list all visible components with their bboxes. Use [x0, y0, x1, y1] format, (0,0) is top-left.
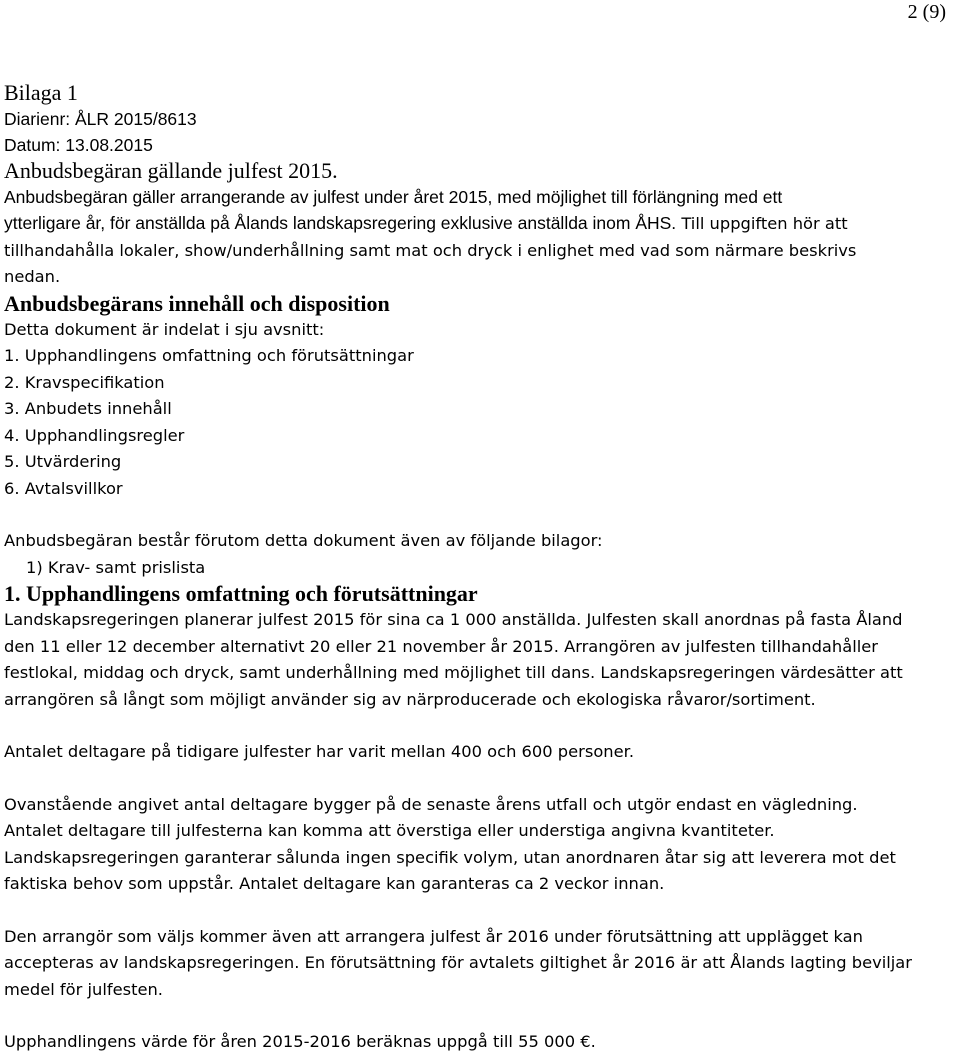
- bilagor-item: 1) Krav- samt prislista: [26, 557, 206, 577]
- section1-p3-line: Landskapsregeringen garanterar sålunda ingen specifik volym, utan anordnaren åtar sig att leverera mot det: [4, 847, 896, 867]
- datum: Datum: 13.08.2015: [4, 135, 153, 155]
- section1-p3-line: Antalet deltagare till julfesterna kan komma att överstiga eller understiga angivna kvantiteter.: [4, 821, 775, 840]
- disposition-item: 2. Kravspecifikation: [4, 372, 165, 392]
- document-body: [4, 80, 954, 1056]
- section1-p3-line: Ovanstående angivet antal deltagare bygger på de senaste årens utfall och utgör endast en vägledning.: [4, 794, 858, 814]
- intro-line-4: nedan.: [4, 267, 61, 286]
- document-title: Anbudsbegäran gällande julfest 2015.: [4, 158, 338, 183]
- intro-line-2: [4, 210, 954, 238]
- disposition-item: 4. Upphandlingsregler: [4, 425, 185, 445]
- disposition-heading: Anbudsbegärans innehåll och disposition: [4, 290, 390, 316]
- section1-p3-line: faktiska behov som uppstår. Antalet deltagare kan garanteras ca 2 veckor innan.: [4, 874, 665, 893]
- disposition-lead: Detta dokument är indelat i sju avsnitt:: [4, 319, 325, 339]
- diarienr: Diarienr: ÅLR 2015/8613: [4, 109, 197, 129]
- section1-p4-line: Den arrangör som väljs kommer även att arrangera julfest år 2016 under förutsättning att upplägget kan: [4, 926, 863, 946]
- bilaga-label: Bilaga 1: [4, 80, 78, 105]
- section1-p1-line: den 11 eller 12 december alternativt 20 eller 21 november år 2015. Arrangören av julfesten tillhandahåller: [4, 636, 878, 656]
- section1-p4-line: accepteras av landskapsregeringen. En förutsättning för avtalets giltighet år 2016 är att Ålands lagting beviljar: [4, 953, 912, 972]
- section1-p1-line: Landskapsregeringen planerar julfest 2015 för sina ca 1 000 anställda. Julfesten skall anordnas på fasta Åland: [4, 610, 903, 629]
- bilagor-lead: Anbudsbegäran består förutom detta dokument även av följande bilagor:: [4, 531, 603, 550]
- page-number: 2 (9): [907, 1, 946, 23]
- spacer: [4, 898, 954, 924]
- spacer: [4, 766, 954, 792]
- intro-line-2a: ytterligare år, för anställda på Ålands landskapsregering exklusive anställda inom ÅHS.: [4, 213, 677, 233]
- spacer: [4, 502, 954, 528]
- disposition-item: 1. Upphandlingens omfattning och förutsättningar: [4, 346, 414, 365]
- intro-line-1: Anbudsbegäran gäller arrangerande av julfest under året 2015, med möjlighet till förlängning med ett: [4, 187, 783, 207]
- section1-p1-line: festlokal, middag och dryck, samt underhållning med möjlighet till dans. Landskapsregeringen värdesätter att: [4, 663, 903, 682]
- section1-p4-line: medel för julfesten.: [4, 979, 163, 999]
- disposition-item: 6. Avtalsvillkor: [4, 478, 123, 498]
- disposition-item: 3. Anbudets innehåll: [4, 399, 172, 418]
- section1-p1-line: arrangören så långt som möjligt använder sig av närproducerade och ekologiska råvaror/sortiment.: [4, 689, 816, 709]
- disposition-item: 5. Utvärdering: [4, 452, 122, 471]
- section1-p2-line: Antalet deltagare på tidigare julfester har varit mellan 400 och 600 personer.: [4, 742, 635, 761]
- intro-line-3: tillhandahålla lokaler, show/underhållning samt mat och dryck i enlighet med vad som närmare beskrivs: [4, 240, 857, 260]
- section1-p5-line: Upphandlingens värde för åren 2015-2016 beräknas uppgå till 55 000 €.: [4, 1032, 596, 1051]
- spacer: [4, 1003, 954, 1029]
- spacer: [4, 713, 954, 739]
- intro-line-2b: Till uppgiften hör att: [676, 214, 848, 233]
- section1-heading: 1. Upphandlingens omfattning och förutsättningar: [4, 581, 478, 606]
